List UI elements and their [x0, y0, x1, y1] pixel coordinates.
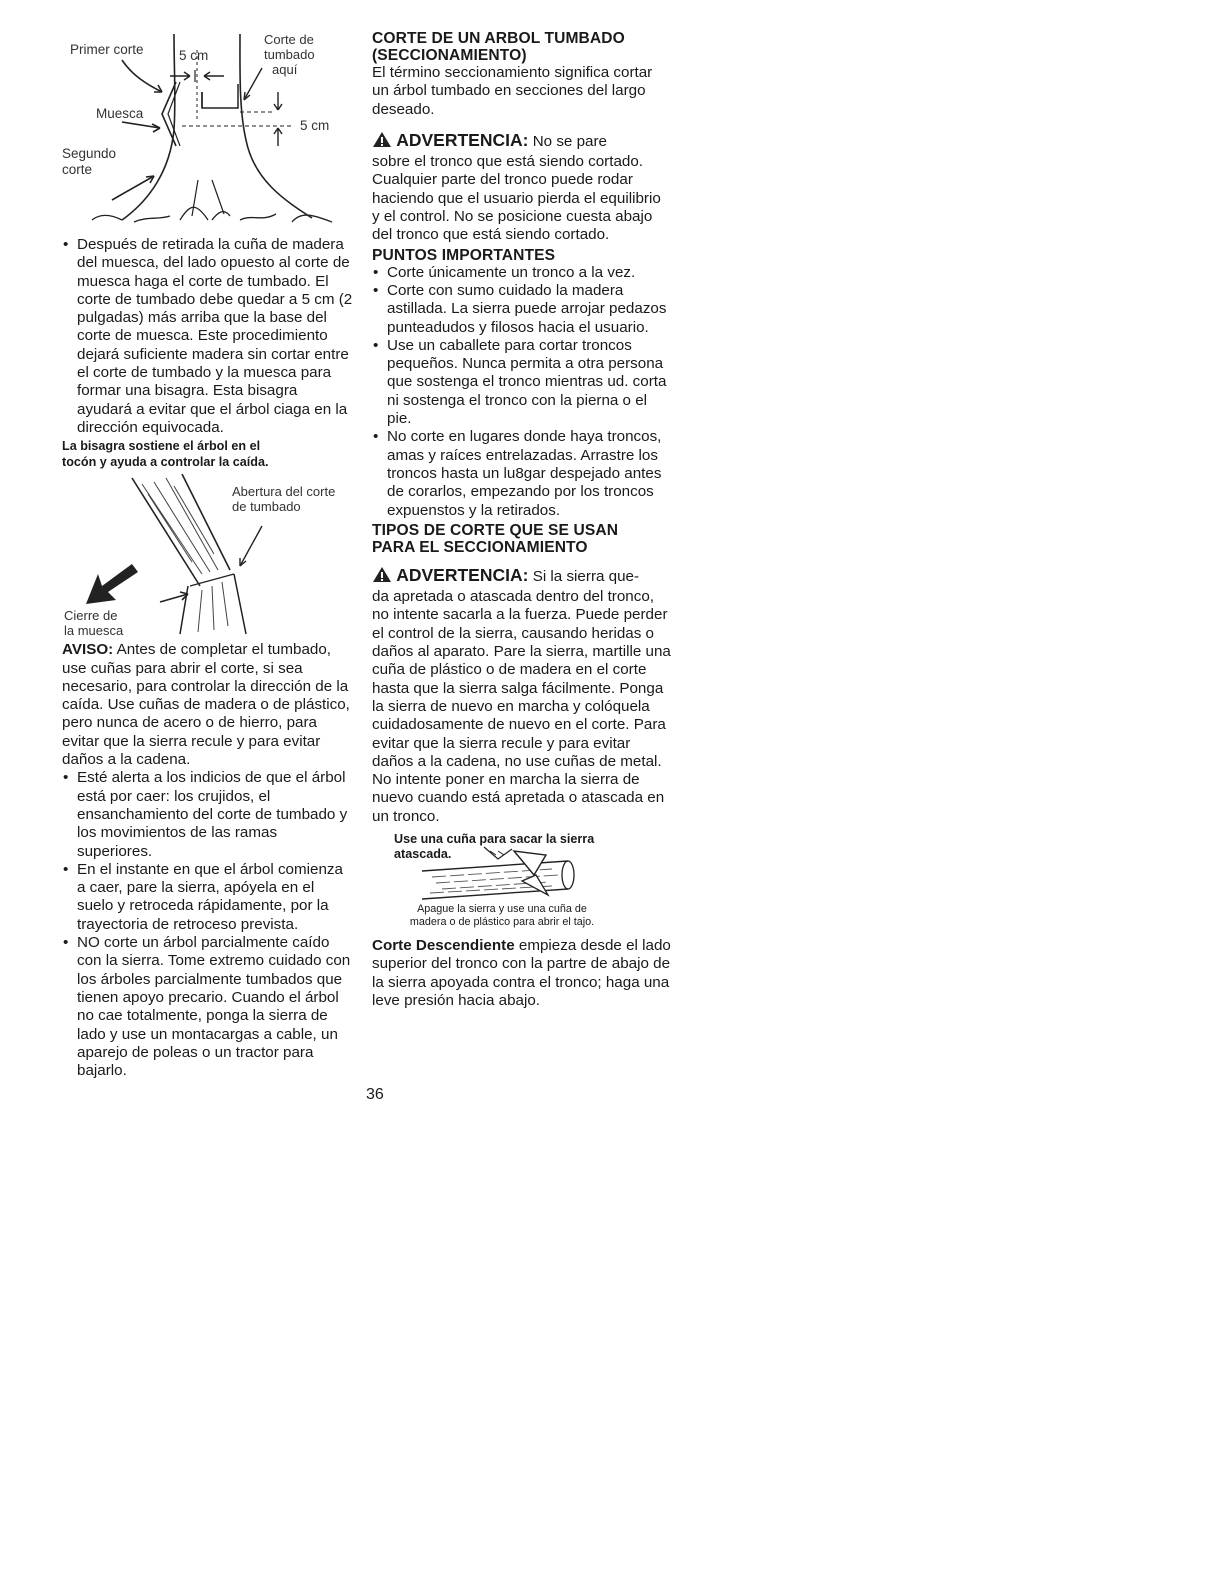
hinge-caption [62, 439, 354, 470]
cierre-label-2: la muesca [64, 623, 124, 639]
aviso-text: Antes de completar el tumbado, use cuñas para abrir el corte, si sea necesario, para controlar la dirección de la caída. Use cuñas de madera o de plástico, pero nunca de acero o de hierro, para evitar que la sierra recule y para evitar daños a la cadena. [62, 641, 350, 769]
muesca-label: Muesca [96, 106, 144, 121]
corte-tumbado-label-1: Corte de [264, 32, 314, 47]
corte-tumbado-label-2: tumbado [264, 47, 315, 62]
segundo-corte-label-1: Segundo [62, 146, 117, 161]
abertura-label-2: de tumbado [232, 499, 301, 515]
wedge-subcaption-line-1: Apague la sierra y use una cuña de [417, 902, 587, 915]
warning2-label: ADVERTENCIA: [396, 564, 529, 585]
right-column [372, 30, 672, 1010]
section-title-line-1: CORTE DE UN ARBOL TUMBADO [372, 30, 625, 47]
felling-notch-diagram [62, 30, 354, 230]
warning1-paragraph [372, 131, 672, 153]
wedge-caption-line-2: atascada. [394, 847, 452, 862]
primer-corte-label: Primer corte [70, 42, 144, 57]
puntos-title: PUNTOS IMPORTANTES [372, 246, 556, 264]
felling-intro-list [62, 236, 354, 437]
descendiente-text: empieza desde el lado superior del tronco con la partre de abajo de la sierra apoyada contra el tronco; haga una leve presión hacia abajo. [372, 936, 671, 1009]
felling-bullets [62, 769, 354, 1080]
list-item: • Después de retirada la cuña de madera del muesca, del lado opuesto al corte de muesca haga el corte de tumbado. El corte de tumbado debe quedar a 5 cm (2 pulgadas) más arriba que la base del corte de muesca. Este procedimiento dejará suficiente madera sin cortar entre el corte de tumbado y la muesca para formar una bisagra. Esta bisagra ayudará a evitar que el árbol ciaga en la dirección equivocada. [62, 236, 354, 437]
warning-triangle-icon [372, 131, 392, 153]
section1-text: El término seccionamiento significa cortar un árbol tumbado en secciones del largo deseado. [372, 64, 653, 118]
warning1-start: No se pare [532, 132, 607, 150]
warning2-text: da apretada o atascada dentro del tronco, no intente sacarla a la fuerza. Puede perder el control de la sierra, causando heridas o daños al aparato. Pare la sierra, martille una cuña de plástico o de madera en el corte hasta que la sierra salga fácilmente. Ponga la sierra de nuevo en marcha y colóquela cuidadosamente de nuevo en el corte. Para evitar que la sierra recule y para evitar daños a la cadena, no use cuñas de metal. No intente poner en marcha la sierra de nuevo cuando está apretada o atascada en un tronco. [372, 588, 671, 825]
segundo-corte-label-2: corte [62, 162, 93, 177]
puntos-list [372, 264, 672, 520]
descendiente-paragraph [372, 937, 672, 1010]
wedge-subcaption-line-2: madera o de plástico para abrir el tajo. [409, 915, 595, 928]
descendiente-label: Corte Descendiente [372, 936, 515, 954]
cierre-label-1: Cierre de [64, 608, 118, 624]
list-item: • Corte únicamente un tronco a la vez. [372, 264, 672, 282]
list-item: • No corte en lugares donde haya troncos, amas y raíces entrelazadas. Arrastre los troncos hasta un lu8gar despejado antes de corarlos, empezando por los troncos expuenstos y la retirados. [372, 428, 672, 519]
warning1-label: ADVERTENCIA: [396, 129, 529, 150]
corte-tumbado-label-3: aquí [272, 62, 298, 77]
abertura-label-1: Abertura del corte [232, 484, 336, 500]
warning2-paragraph [372, 566, 672, 588]
aviso-label: AVISO: [62, 641, 114, 659]
list-item: • Corte con sumo cuidado la madera astillada. La sierra puede arrojar pedazos punteadudos y filosos hacia el usuario. [372, 282, 672, 337]
wedge-caption-line-1: Use una cuña para sacar la sierra [394, 831, 595, 846]
list-item: • NO corte un árbol parcialmente caído con la sierra. Tome extremo cuidado con los árboles parcialmente tumbados que tienen apoyo precario. Cuando el árbol no cae totalmente, ponga la sierra de lado y use un montacargas a cable, un aparejo de poleas o un tractor para bajarlo. [62, 934, 354, 1080]
list-item: • Use un caballete para cortar troncos pequeños. Nunca permita a otra persona que sostenga el tronco mientras ud. corta ni sostenga el tronco con la pierna o el pie. [372, 337, 672, 428]
page-number: 36 [366, 1086, 384, 1103]
hinge-caption-line-1: La bisagra sostiene el árbol en el [62, 439, 261, 454]
left-column [62, 30, 354, 1080]
tipos-title-line-1: TIPOS DE CORTE QUE SE USAN [372, 521, 619, 539]
aviso-paragraph [62, 641, 354, 769]
warning1-text: sobre el tronco que está siendo cortado. Cualquier parte del tronco puede rodar haciendo que el usuario pierda el equilibrio y el control. No se posicione cuesta abajo del tronco que está siendo cortado. [372, 153, 661, 244]
wedge-subcaption [332, 903, 672, 929]
falling-tree-diagram [62, 474, 354, 639]
list-item: • Esté alerta a los indicios de que el árbol está por caer: los crujidos, el ensanchamiento del corte de tumbado y los movimientos de las ramas superiores. [62, 769, 354, 860]
tipos-title-line-2: PARA EL SECCIONAMIENTO [372, 538, 588, 556]
warning-triangle-icon [372, 566, 392, 588]
list-item: • En el instante en que el árbol comienza a caer, pare la sierra, apóyela en el suelo y retroceda rápidamente, por la trayectoria de retroceso prevista. [62, 861, 354, 934]
hinge-caption-line-2: tocón y ayuda a controlar la caída. [62, 454, 269, 469]
5cm-side-label: 5 cm [300, 118, 330, 133]
5cm-top-label: 5 cm [179, 48, 209, 63]
warning2-start: Si la sierra que- [532, 567, 640, 585]
section-title-line-2: (SECCIONAMIENTO) [372, 47, 527, 64]
